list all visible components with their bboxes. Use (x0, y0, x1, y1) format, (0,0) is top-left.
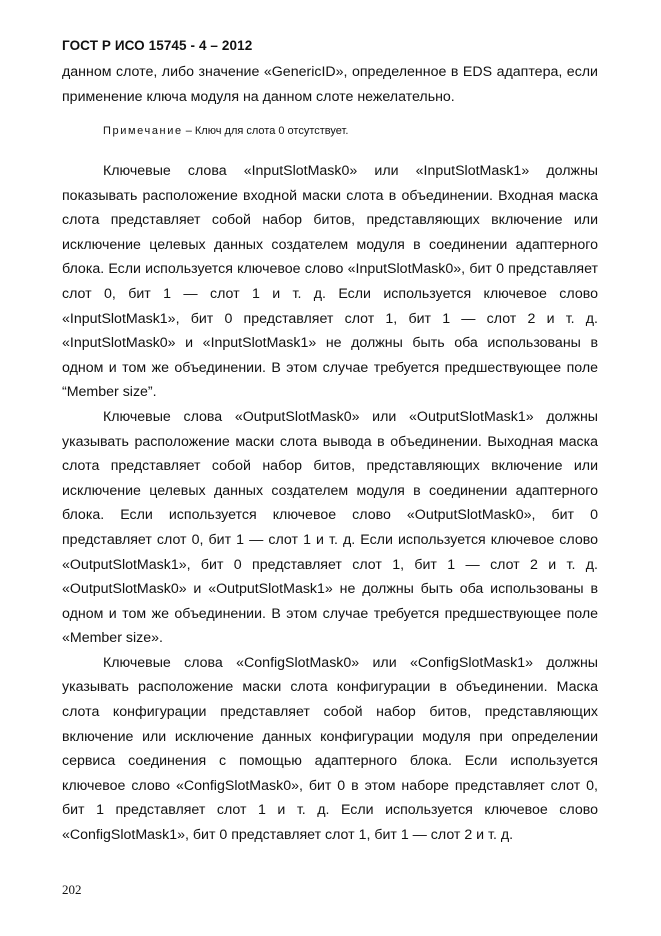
note-label: Примечание (103, 125, 183, 137)
paragraph-input-slot-mask: Ключевые слова «InputSlotMask0» или «InputSlotMask1» должны показывать расположение входной маски слота в объединении. Входная маска слота представляет собой набор битов, представляющих включение или исключение целевых данных создателем модуля в соединении адаптерного блока. Если используется ключевое слово «InputSlotMask0», бит 0 представляет слот 0, бит 1 — слот 1 и т. д. Если используется ключевое слово «InputSlotMask1», бит 0 представляет слот 1, бит 1 — слот 2 и т. д. «InputSlotMask0» и «InputSlotMask1» не должны быть оба использованы в одном и том же объединении. В этом случае требуется предшествующее поле “Member size”. (62, 163, 598, 401)
paragraph-output-slot-mask: Ключевые слова «OutputSlotMask0» или «OutputSlotMask1» должны указывать расположение маски слота вывода в объединении. Выходная маска слота представляет собой набор битов, представляющих включение или исключение целевых данных создателем модуля в соединении адаптерного блока. Если используется ключевое слово «OutputSlotMask0», бит 0 представляет слот 0, бит 1 — слот 1 и т. д. Если используется ключевое слово «OutputSlotMask1», бит 0 представляет слот 1, бит 1 — слот 2 и т. д. «OutputSlotMask0» и «OutputSlotMask1» не должны быть оба использованы в одном и том же объединении. В этом случае требуется предшествующее поле «Member size». (62, 408, 598, 647)
intro-paragraph: данном слоте, либо значение «GenericID», определенное в EDS адаптера, если применение ключа модуля на данном слоте нежелательно. (62, 64, 598, 105)
standard-header: ГОСТ Р ИСО 15745 - 4 – 2012 (62, 38, 253, 53)
note (103, 125, 348, 137)
page-number: 202 (62, 882, 82, 897)
note-text: – Ключ для слота 0 отсутствует. (182, 125, 349, 137)
body-paragraphs (62, 159, 598, 848)
paragraph-config-slot-mask: Ключевые слова «ConfigSlotMask0» или «ConfigSlotMask1» должны указывать расположение маски слота конфигурации в объединении. Маска слота конфигурации представляет собой набор битов, представляющих включение или исключение данных конфигурации модуля при определении сервиса соединения с помощью адаптерного блока. Если используется ключевое слово «ConfigSlotMask0», бит 0 в этом наборе представляет слот 0, бит 1 представляет слот 1 и т. д. Если используется ключевое слово «ConfigSlotMask1», бит 0 представляет слот 1, бит 1 — слот 2 и т. д. (62, 654, 598, 844)
